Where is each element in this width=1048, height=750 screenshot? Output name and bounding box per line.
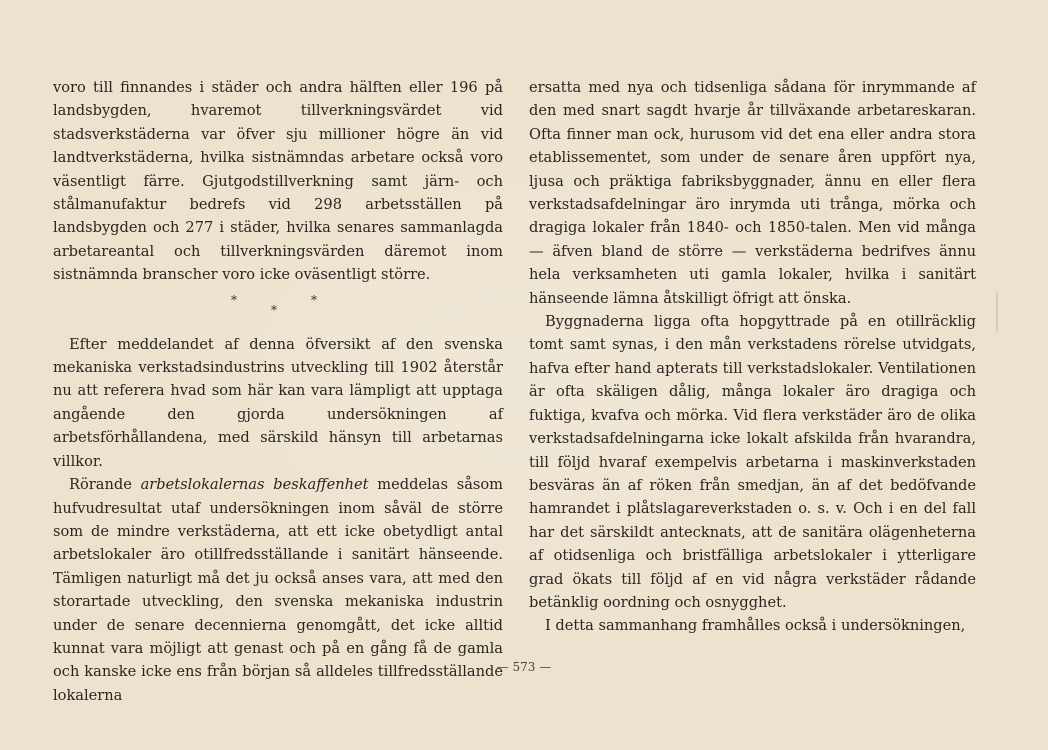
separator-star-left: *	[231, 292, 237, 307]
left-paragraph-2: Efter meddelandet af denna öfversikt af den svenska mekaniska verkstadsindustrins utveckling till 1902 återstår nu att referera hvad som här kan vara lämpligt att upptaga angående den gjorda undersökningen af arbetsförhållandena, med särskild hänsyn till arbetarnas villkor.	[53, 335, 503, 470]
right-paragraph-2: Byggnaderna ligga ofta hopgyttrade på en otillräcklig tomt samt synas, i den mån verkstadens rörelse utvidgats, hafva efter hand apterats till verkstadslokaler. Ventilationen är ofta skäligen dålig, många lokaler äro dragiga och fuktiga, kvafva och mörka. Vid flera verkstäder äro de olika verkstadsafdelningarna icke lokalt afskilda från hvarandra, till följd hvaraf exempelvis arbetarna i maskinverkstaden besväras än af röken från smedjan, än af det bedöfvande hamrandet i plåtslagareverkstaden o. s. v. Och i en del fall har det särskildt antecknats, att de sanitära olägenheterna af otidsenliga och bristfälliga arbetslokaler i ytterligare grad ökats till följd af en vid några verkstäder rådande betänklig oordning och osnygghet.	[529, 313, 976, 611]
separator-star-center: *	[271, 302, 277, 317]
left-paragraph-3-rest: meddelas såsom hufvudresultat utaf undersökningen inom såväl de större som de mindre verkstäderna, att ett icke obetydligt antal arbetslokaler äro otillfredsställande i sanitärt hänseende. Tämligen naturligt må det ju också anses vara, att med den storartade utveckling, den svenska mekaniska industrin under de senare decennierna genomgått, det icke alltid kunnat vara möjligt att genast och på en gång få de gamla och kanske icke ens från början så alldeles tillfredsställande lokalerna	[53, 476, 504, 704]
right-column	[529, 76, 976, 638]
section-separator	[53, 287, 503, 333]
left-paragraph-3-start: Rörande	[69, 476, 132, 494]
right-paragraph-1: ersatta med nya och tidsenliga sådana för inrymmande af den med snart sagdt hvarje år tillväxande arbetareskaran. Ofta finner man ock, hurusom vid det ena eller andra stora etablissementet, som under de senare åren uppfört nya, ljusa och präktiga fabriksbyggnader, ännu en eller flera verkstadsafdelningar äro inrymda uti trånga, mörka och dragiga lokaler från 1840- och 1850-talen. Men vid många — äfven bland de större — verkstäderna bedrifves ännu hela verksamheten uti gamla lokaler, hvilka i sanitärt hänseende lämna åtskilligt öfrigt att önska.	[529, 79, 976, 307]
page-number: — 573 —	[496, 660, 552, 674]
paper-fold-mark	[996, 292, 998, 332]
left-paragraph-1: voro till finnandes i städer och andra hälften eller 196 på landsbygden, hvaremot tillverkningsvärdet vid stadsverkstäderna var öfver sju millioner högre än vid landtverkstäderna, hvilka sistnämndas arbetare också voro väsentligt färre. Gjutgodstillverkning samt järn- och stålmanufaktur bedrefs vid 298 arbetsställen på landsbygden och 277 i städer, hvilka senares sammanlagda arbetareantal och tillverkningsvärden däremot inom sistnämnda branscher voro icke oväsentligt större.	[53, 79, 503, 284]
left-column	[53, 76, 503, 707]
italic-emphasis: arbetslokalernas beskaffenhet	[140, 476, 369, 494]
separator-star-right: *	[311, 292, 317, 307]
right-paragraph-3: I detta sammanhang framhålles också i undersökningen,	[545, 617, 966, 635]
